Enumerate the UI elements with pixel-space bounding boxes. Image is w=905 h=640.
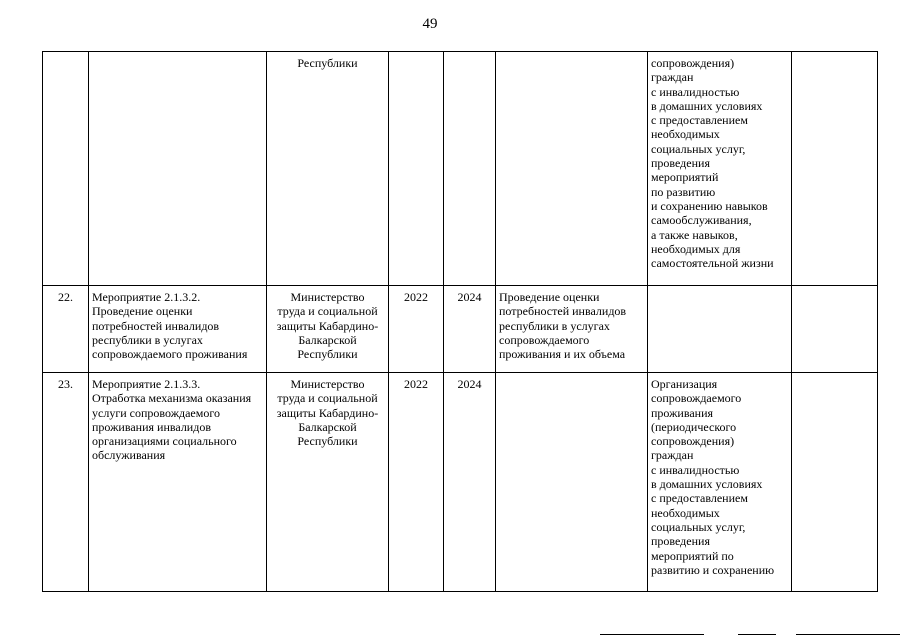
signature-line xyxy=(796,634,900,635)
measures-table xyxy=(42,51,878,592)
start-year-cell xyxy=(389,52,444,286)
table-row xyxy=(43,373,878,592)
signature-line xyxy=(738,634,776,635)
extra-cell xyxy=(792,52,878,286)
executor-cell: Министерство труда и социальной защиты Кабардино- Балкарской Республики xyxy=(267,286,389,373)
event-cell: Мероприятие 2.1.3.2. Проведение оценки потребностей инвалидов республики в услугах сопровождаемого проживания xyxy=(89,286,267,373)
extra-cell xyxy=(792,286,878,373)
row-number-cell: 23. xyxy=(43,373,89,592)
page-number: 49 xyxy=(422,16,438,32)
event-cell: Мероприятие 2.1.3.3. Отработка механизма оказания услуги сопровождаемого проживания инвалидов организациями социального обслуживания xyxy=(89,373,267,592)
table-row xyxy=(43,286,878,373)
executor-cell: Республики xyxy=(267,52,389,286)
end-year-cell xyxy=(444,52,496,286)
result-cell xyxy=(496,373,648,592)
result-cell xyxy=(496,52,648,286)
result-cell: Проведение оценки потребностей инвалидов республики в услугах сопровождаемого проживания и их объема xyxy=(496,286,648,373)
service-cell: Организация сопровождаемого проживания (периодического сопровождения) граждан с инвалидностью в домашних условиях с предоставлением необходимых социальных услуг, проведения мероприятий по развитию и сохранению xyxy=(648,373,792,592)
end-year-cell: 2024 xyxy=(444,286,496,373)
row-number-cell: 22. xyxy=(43,286,89,373)
event-cell xyxy=(89,52,267,286)
service-cell: сопровождения) граждан с инвалидностью в домашних условиях с предоставлением необходимых социальных услуг, проведения мероприятий по развитию и сохранению навыков самообслуживания, а также навыков, необходимых для самостоятельной жизни xyxy=(648,52,792,286)
table-row xyxy=(43,52,878,286)
start-year-cell: 2022 xyxy=(389,286,444,373)
service-cell xyxy=(648,286,792,373)
executor-cell: Министерство труда и социальной защиты Кабардино- Балкарской Республики xyxy=(267,373,389,592)
start-year-cell: 2022 xyxy=(389,373,444,592)
row-number-cell xyxy=(43,52,89,286)
signature-line xyxy=(600,634,704,635)
extra-cell xyxy=(792,373,878,592)
end-year-cell: 2024 xyxy=(444,373,496,592)
